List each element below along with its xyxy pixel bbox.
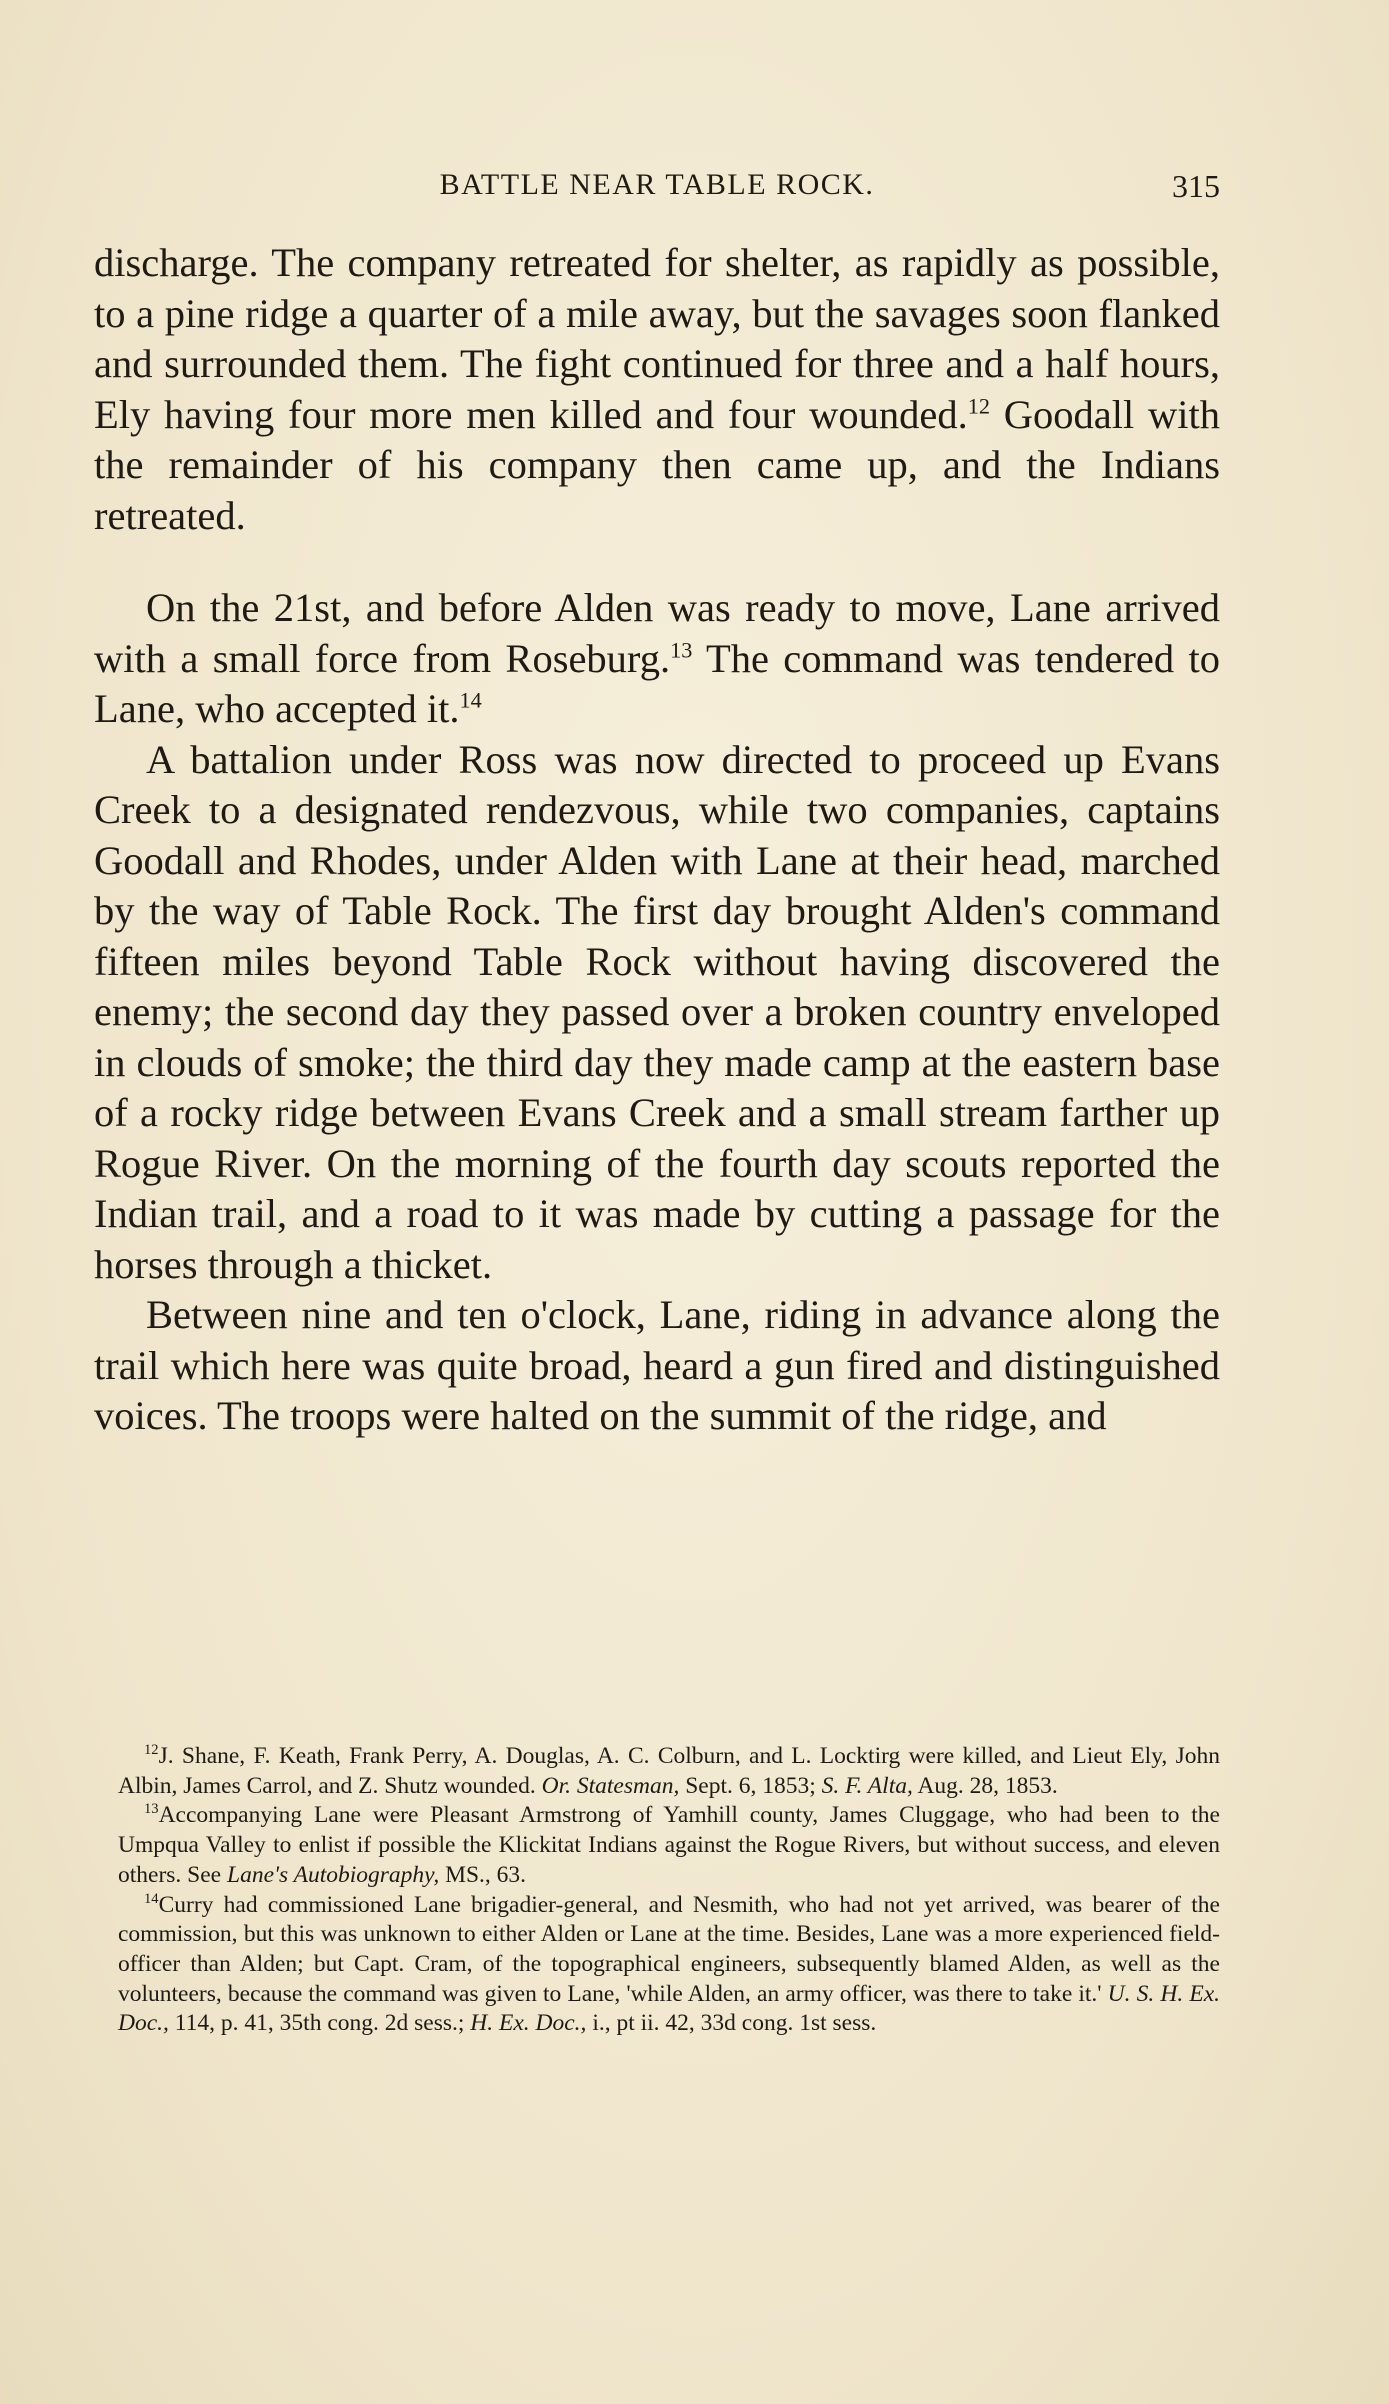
footnote-14 — [118, 1891, 1220, 2040]
footnote-ref-12: 12 — [967, 393, 990, 418]
footnote-12 — [118, 1742, 1220, 1801]
footnote-14-source-2: H. Ex. Doc., — [470, 2010, 587, 2037]
footnote-12-mid: Sept. 6, 1853; — [679, 1772, 822, 1799]
footnote-14-mid: 114, p. 41, 35th cong. 2d sess.; — [168, 2010, 471, 2037]
paragraph-1 — [94, 238, 1220, 541]
footnote-14-text: Curry had commissioned Lane brigadier-general, and Nesmith, who had not yet arrived, was bearer of the commission, but this was unknown to either Alden or Lane at the time. Besides, Lane was a more experienced field-officer than Alden; but Capt. Cram, of the topographical engineers, subsequently blamed Alden, as well as the volunteers, because the command was given to Lane, 'while Alden, an army officer, was there to take it.' — [118, 1891, 1220, 2007]
footnote-13-number: 13 — [144, 1801, 159, 1818]
footnote-13 — [118, 1801, 1220, 1890]
paragraph-1-text-b: Goodall with the remainder of his company then came up, and the Indians retreated. — [94, 391, 1220, 538]
paragraph-3: A battalion under Ross was now directed to proceed up Evans Creek to a designated rendezvous, while two companies, captains Goodall and Rhodes, under Alden with Lane at their head, marched by the way of Table Rock. The first day brought Alden's command fifteen miles beyond Table Rock without having discovered the enemy; the second day they passed over a broken country enveloped in clouds of smoke; the third day they made camp at the eastern base of a rocky ridge between Evans Creek and a small stream farther up Rogue River. On the morning of the fourth day scouts reported the Indian trail, and a road to it was made by cutting a passage for the horses through a thicket. — [94, 736, 1220, 1287]
footnote-13-source: Lane's Autobiography, — [227, 1861, 440, 1888]
paragraph-2-text-b: The command was tendered to Lane, who accepted it. — [94, 635, 1220, 731]
footnote-12-source-1: Or. Statesman, — [541, 1772, 680, 1799]
paragraph-1-text-a: discharge. The company retreated for shelter, as rapidly as possible, to a pine ridge a quarter of a mile away, but the savages soon flanked and surrounded them. The fight continued for three and a half hours, Ely having four more men killed and four wounded. — [94, 240, 1220, 437]
paragraph-4: Between nine and ten o'clock, Lane, riding in advance along the trail which here was quite broad, heard a gun fired and distinguished voices. The troops were halted on the summit of the ridge, and — [94, 1292, 1220, 1438]
body-text — [94, 238, 1220, 1442]
footnote-12-number: 12 — [144, 1742, 159, 1759]
footnote-14-number: 14 — [144, 1890, 159, 1907]
footnote-13-text: Accompanying Lane were Pleasant Armstrong of Yamhill county, James Cluggage, who had been to the Umpqua Valley to enlist if possible the Klickitat Indians against the Rogue Rivers, but without success, and eleven others. See — [118, 1802, 1220, 1888]
running-head: BATTLE NEAR TABLE ROCK. — [439, 168, 875, 201]
footnote-ref-13: 13 — [670, 637, 693, 662]
footnote-12-text: J. Shane, F. Keath, Frank Perry, A. Douglas, A. C. Colburn, and L. Locktirg were killed, and Lieut Ely, John Albin, James Carrol, and Z. Shutz wounded. — [118, 1743, 1220, 1799]
footnote-13-end: MS., 63. — [439, 1861, 527, 1888]
footnote-12-source-2: S. F. Alta, — [821, 1772, 913, 1799]
footnote-12-end: Aug. 28, 1853. — [912, 1772, 1058, 1799]
footnote-14-end: i., pt ii. 42, 33d cong. 1st sess. — [586, 2010, 877, 2037]
paragraph-2 — [94, 583, 1220, 735]
paragraph-2-text-a: On the 21st, and before Alden was ready to move, Lane arrived with a small force from Roseburg. — [94, 585, 1220, 681]
page-header — [94, 160, 1220, 210]
page-number: 315 — [1172, 168, 1220, 204]
footnote-ref-14: 14 — [459, 687, 482, 713]
footnote-14-source-1: U. S. H. Ex. Doc., — [118, 1980, 1221, 2037]
footnotes — [118, 1742, 1220, 2039]
